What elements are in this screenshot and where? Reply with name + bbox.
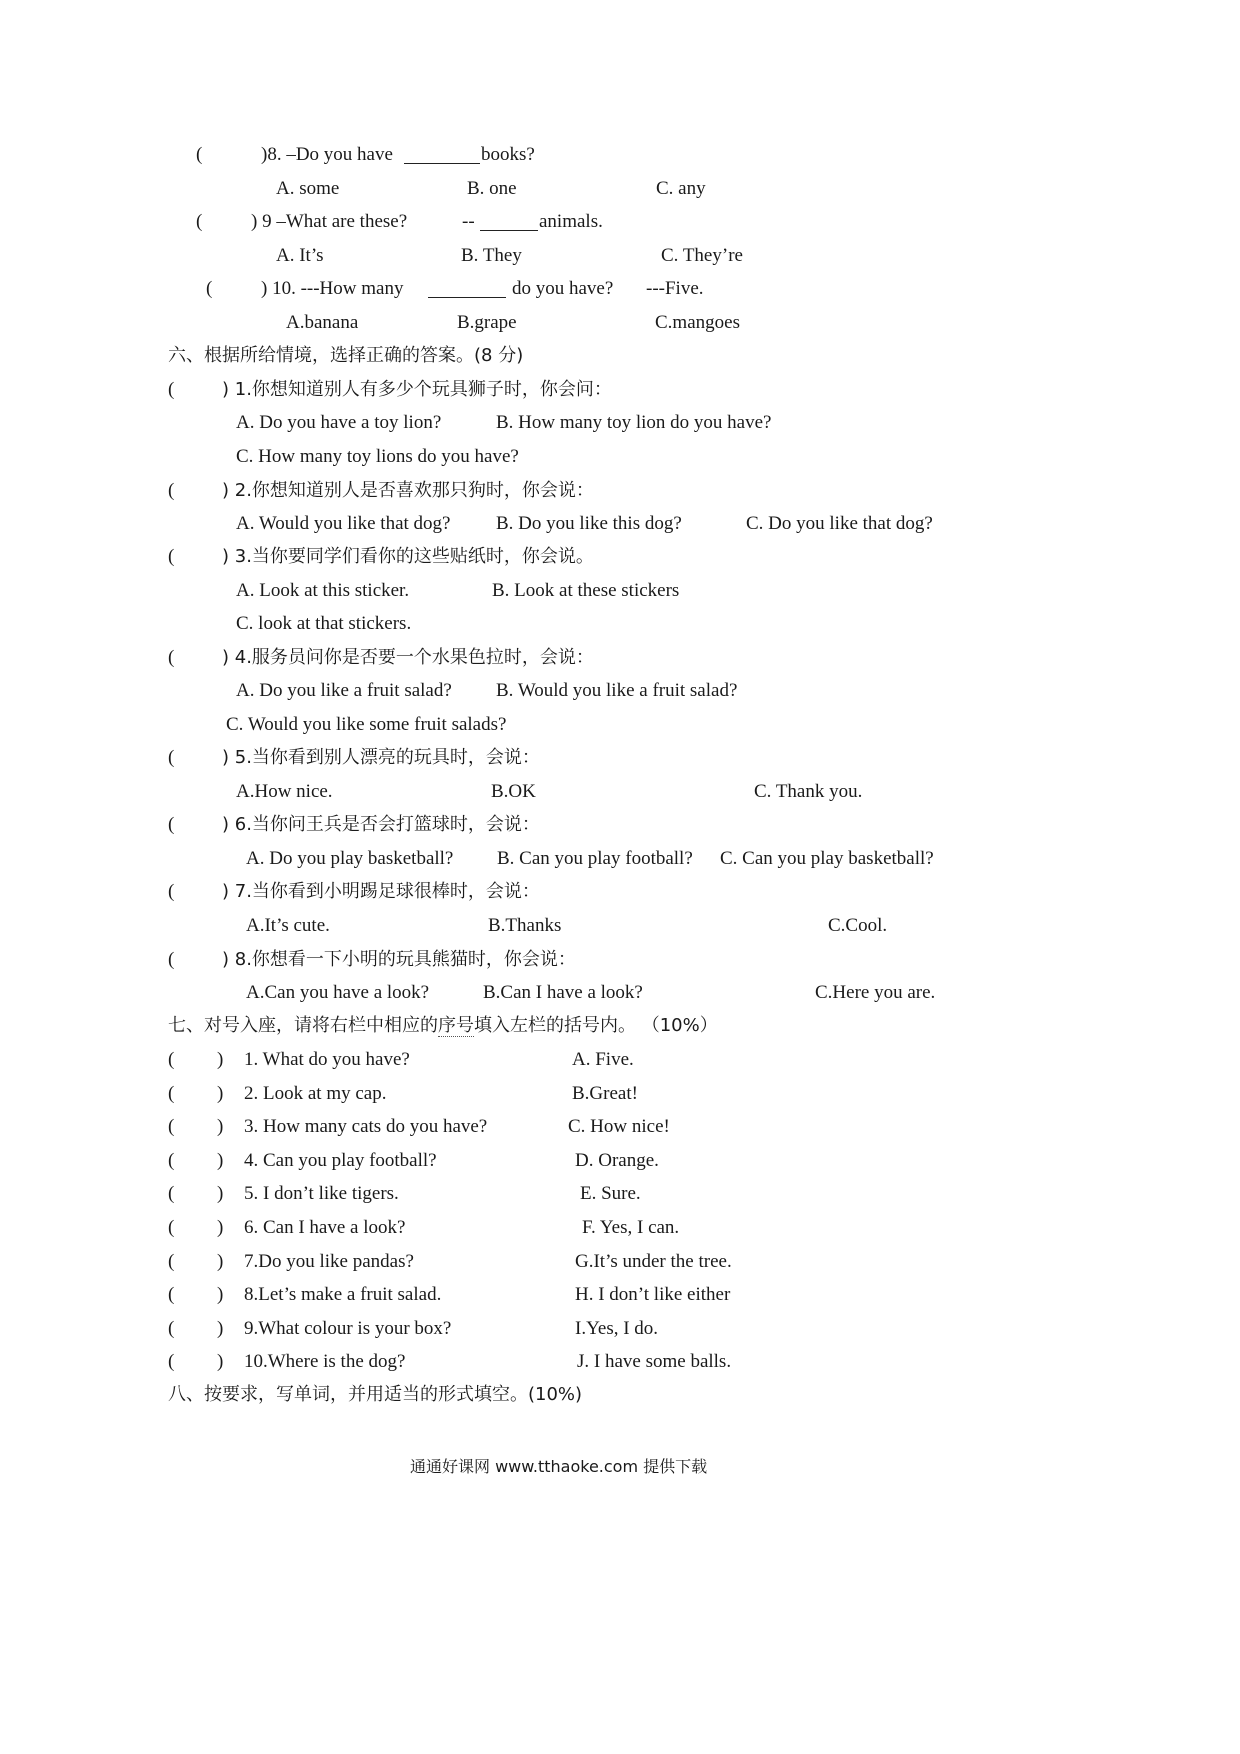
left-column-item: 6. Can I have a look? xyxy=(244,1217,406,1238)
page-footer: 通通好课网 www.tthaoke.com 提供下载 xyxy=(410,1457,708,1476)
right-column-item: H. I don’t like either xyxy=(575,1284,731,1305)
answer-paren: ( xyxy=(168,881,175,902)
answer-paren-close: ) xyxy=(217,1318,224,1339)
answer-paren-open: ( xyxy=(168,1150,175,1171)
question-text: ) 9 –What are these? xyxy=(251,211,408,232)
section-7-title-part1: 七、对号入座，请将右栏中相应的 xyxy=(168,1015,438,1036)
answer-paren-open: ( xyxy=(168,1351,175,1372)
answer-paren-close: ) xyxy=(217,1150,224,1171)
left-column-item: 2. Look at my cap. xyxy=(244,1083,387,1104)
question-text: ) 10. ---How many xyxy=(261,278,404,299)
answer-paren-open: ( xyxy=(168,1318,175,1339)
answer-paren: ( xyxy=(168,949,175,970)
option-b: B.OK xyxy=(491,781,536,802)
question-text: ) 6.当你问王兵是否会打篮球时，会说： xyxy=(222,814,540,835)
question-text-end: animals. xyxy=(539,211,603,232)
option-a: A.banana xyxy=(286,312,359,333)
left-column-item: 1. What do you have? xyxy=(244,1049,410,1070)
question-text: ) 7.当你看到小明踢足球很棒时，会说： xyxy=(222,881,540,902)
answer-paren-close: ) xyxy=(217,1116,224,1137)
question-text-end: books? xyxy=(481,144,535,165)
question-text: ) 5.当你看到别人漂亮的玩具时，会说： xyxy=(222,747,540,768)
option-c: C. They’re xyxy=(661,245,743,266)
answer-paren-open: ( xyxy=(168,1217,175,1238)
right-column-item: B.Great! xyxy=(572,1083,638,1104)
option-b: B. They xyxy=(461,245,522,266)
answer-blank[interactable] xyxy=(480,229,538,231)
option-a: A. some xyxy=(276,178,340,199)
left-column-item: 8.Let’s make a fruit salad. xyxy=(244,1284,442,1305)
answer-paren: ( xyxy=(168,747,175,768)
option-a: A.Can you have a look? xyxy=(246,982,430,1003)
left-column-item: 9.What colour is your box? xyxy=(244,1318,452,1339)
answer-paren-close: ) xyxy=(217,1183,224,1204)
section-7-title xyxy=(168,1014,718,1038)
answer-paren: ( xyxy=(168,480,175,501)
answer-paren-open: ( xyxy=(168,1284,175,1305)
option-a: A. Would you like that dog? xyxy=(236,513,451,534)
answer-paren: ( xyxy=(168,814,175,835)
question-text: )8. –Do you have xyxy=(261,144,393,165)
option-b: B. Look at these stickers xyxy=(492,580,680,601)
option-b: B.Thanks xyxy=(488,915,562,936)
answer-paren-close: ) xyxy=(217,1284,224,1305)
question-text-mid: do you have? xyxy=(512,278,614,299)
right-column-item: E. Sure. xyxy=(580,1183,641,1204)
left-column-item: 3. How many cats do you have? xyxy=(244,1116,488,1137)
section-8-title: 八、按要求，写单词，并用适当的形式填空。(10%) xyxy=(168,1384,583,1405)
answer-paren: ( xyxy=(206,278,213,299)
right-column-item: I.Yes, I do. xyxy=(575,1318,659,1339)
right-column-item: D. Orange. xyxy=(575,1150,659,1171)
left-column-item: 7.Do you like pandas? xyxy=(244,1251,414,1272)
answer-blank[interactable] xyxy=(428,296,506,298)
option-a: A. Do you have a toy lion? xyxy=(236,412,442,433)
section-6-title: 六、根据所给情境，选择正确的答案。(8 分) xyxy=(168,345,524,366)
option-b: B. Would you like a fruit salad? xyxy=(496,680,738,701)
right-column-item: C. How nice! xyxy=(568,1116,670,1137)
answer-paren-close: ) xyxy=(217,1083,224,1104)
option-b: B. Do you like this dog? xyxy=(496,513,682,534)
answer-paren: ( xyxy=(168,379,175,400)
answer-paren-close: ) xyxy=(217,1251,224,1272)
option-c: C. Would you like some fruit salads? xyxy=(226,714,507,735)
option-a: A. Do you play basketball? xyxy=(246,848,454,869)
answer-paren: ( xyxy=(196,211,203,232)
answer-paren: ( xyxy=(168,546,175,567)
right-column-item: A. Five. xyxy=(572,1049,634,1070)
section-7-title-part2: 填入左栏的括号内。 （10%） xyxy=(474,1015,718,1036)
left-column-item: 5. I don’t like tigers. xyxy=(244,1183,399,1204)
option-a: A.How nice. xyxy=(236,781,333,802)
option-b: B.grape xyxy=(457,312,517,333)
option-b: B. How many toy lion do you have? xyxy=(496,412,772,433)
question-text: ) 2.你想知道别人是否喜欢那只狗时，你会说： xyxy=(222,480,594,501)
answer-paren-close: ) xyxy=(217,1217,224,1238)
answer-paren: ( xyxy=(196,144,203,165)
option-c: C.mangoes xyxy=(655,312,740,333)
question-text: ) 3.当你要同学们看你的这些贴纸时，你会说。 xyxy=(222,546,594,567)
option-a: A. It’s xyxy=(276,245,324,266)
option-a: A.It’s cute. xyxy=(246,915,330,936)
option-c: C. Do you like that dog? xyxy=(746,513,933,534)
option-b: B. Can you play football? xyxy=(497,848,693,869)
answer-paren-close: ) xyxy=(217,1351,224,1372)
option-c: C. look at that stickers. xyxy=(236,613,412,634)
option-c: C. Can you play basketball? xyxy=(720,848,934,869)
option-a: A. Look at this sticker. xyxy=(236,580,410,601)
question-text: ) 4.服务员问你是否要一个水果色拉时，会说： xyxy=(222,647,594,668)
option-a: A. Do you like a fruit salad? xyxy=(236,680,452,701)
answer-paren-open: ( xyxy=(168,1183,175,1204)
left-column-item: 10.Where is the dog? xyxy=(244,1351,406,1372)
question-text: ) 1.你想知道别人有多少个玩具狮子时，你会问： xyxy=(222,379,612,400)
right-column-item: G.It’s under the tree. xyxy=(575,1251,732,1272)
option-c: C. any xyxy=(656,178,706,199)
right-column-item: J. I have some balls. xyxy=(577,1351,732,1372)
option-b: B.Can I have a look? xyxy=(483,982,643,1003)
answer-paren-open: ( xyxy=(168,1116,175,1137)
answer-paren-open: ( xyxy=(168,1251,175,1272)
right-column-item: F. Yes, I can. xyxy=(582,1217,680,1238)
answer-paren-open: ( xyxy=(168,1083,175,1104)
section-7-title-emphasis: 序号 xyxy=(438,1015,474,1036)
option-c: C. How many toy lions do you have? xyxy=(236,446,519,467)
option-c: C.Cool. xyxy=(828,915,888,936)
question-text: ) 8.你想看一下小明的玩具熊猫时，你会说： xyxy=(222,949,576,970)
answer-blank[interactable] xyxy=(404,162,480,164)
option-b: B. one xyxy=(467,178,517,199)
answer-paren-close: ) xyxy=(217,1049,224,1070)
answer-paren-open: ( xyxy=(168,1049,175,1070)
option-c: C. Thank you. xyxy=(754,781,863,802)
left-column-item: 4. Can you play football? xyxy=(244,1150,437,1171)
dash: -- xyxy=(462,211,475,232)
option-c: C.Here you are. xyxy=(815,982,936,1003)
answer-hint: ---Five. xyxy=(646,278,704,299)
answer-paren: ( xyxy=(168,647,175,668)
